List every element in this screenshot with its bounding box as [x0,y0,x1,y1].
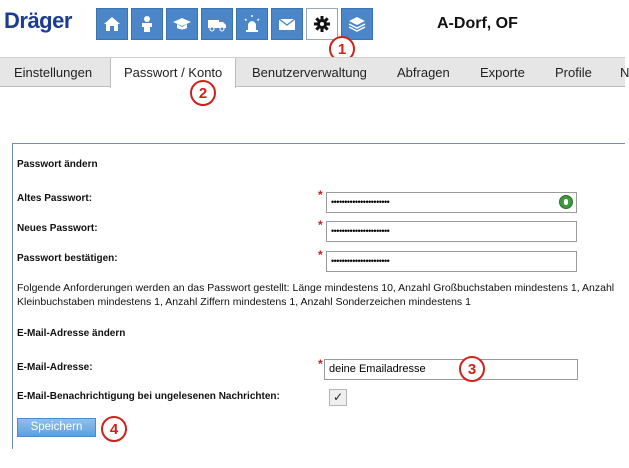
draeger-logo: Dräger [4,8,72,33]
tab-profile[interactable]: Profile [555,65,592,80]
callout-4: 4 [101,416,127,442]
required-marker: * [318,188,323,202]
callout-3: 3 [459,356,485,382]
vehicles-button[interactable] [201,8,233,40]
confirm-password-field[interactable]: •••••••••••••••••••••• [326,251,577,272]
required-marker: * [318,357,323,371]
person-icon [137,14,157,34]
save-button[interactable]: Speichern [17,418,96,437]
gear-icon [312,14,332,34]
required-marker: * [318,248,323,262]
tab-passwort-konto[interactable]: Passwort / Konto [110,58,236,88]
email-notification-checkbox[interactable]: ✓ [329,389,347,406]
password-requirements-text: Folgende Anforderungen werden an das Passwort gestellt: Länge mindestens 10, Anzahl Großbuchstaben mindestens 1, Anzahl Kleinbuchstaben mindestens 1, Anzahl Ziffern mindestens 1, Anzahl Sonderzeichen mindestens 1 [17,282,615,308]
tab-abfragen[interactable]: Abfragen [397,65,450,80]
main-toolbar [96,8,373,40]
siren-icon [242,14,262,34]
tab-exporte[interactable]: Exporte [480,65,525,80]
required-marker: * [318,218,323,232]
email-input[interactable]: deine Emailadresse [324,359,578,380]
fire-truck-icon [207,14,227,34]
layers-button[interactable] [341,8,373,40]
person-button[interactable] [131,8,163,40]
tab-einstellungen[interactable]: Einstellungen [14,65,93,80]
confirm-password-label: Passwort bestätigen: [17,253,118,264]
settings-button[interactable] [306,8,338,40]
home-icon [102,14,122,34]
tab-benutzerverwaltung[interactable]: Benutzerverwaltung [252,65,367,80]
messages-button[interactable] [271,8,303,40]
email-section-heading: E-Mail-Adresse ändern [17,328,126,339]
email-label: E-Mail-Adresse: [17,362,93,373]
site-name: A-Dorf, OF [437,15,518,32]
tab-bar [0,57,629,87]
callout-2: 2 [190,80,216,106]
graduation-cap-icon [172,14,192,34]
old-password-label: Altes Passwort: [17,193,93,204]
email-notification-label: E-Mail-Benachrichtigung bei ungelesenen Nachrichten: [17,391,280,402]
home-button[interactable] [96,8,128,40]
old-password-field[interactable]: •••••••••••••••••••••• [326,192,577,213]
password-manager-icon[interactable] [559,195,573,209]
password-section-heading: Passwort ändern [17,159,98,170]
alarm-button[interactable] [236,8,268,40]
callout-1: 1 [329,36,355,62]
tab-more[interactable]: N [620,65,629,80]
layers-icon [347,14,367,34]
envelope-icon [277,14,297,34]
new-password-field[interactable]: •••••••••••••••••••••• [326,221,577,242]
training-button[interactable] [166,8,198,40]
new-password-label: Neues Passwort: [17,223,98,234]
